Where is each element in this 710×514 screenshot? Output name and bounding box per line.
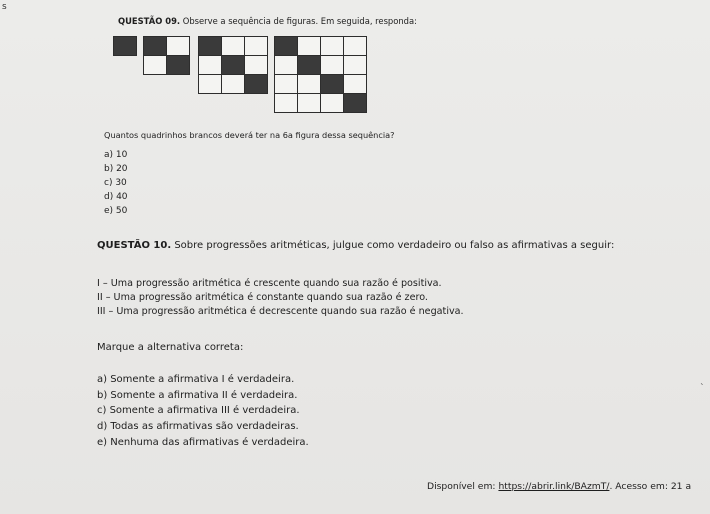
white-square [222, 75, 244, 93]
citation-suffix: . Acesso em: 21 a [609, 481, 692, 492]
figure-3 [198, 36, 268, 94]
white-square [144, 56, 166, 74]
white-square [222, 37, 244, 55]
white-square [344, 75, 366, 93]
white-square [344, 56, 366, 74]
white-square [245, 56, 267, 74]
dark-square [245, 75, 267, 93]
q10-option-e: e) Nenhuma das afirmativas é verdadeira. [97, 437, 309, 448]
white-square [199, 75, 221, 93]
q9-option-a: a) 10 [104, 150, 128, 160]
question-9-label: QUESTÃO 09. [118, 16, 181, 26]
question-10-text: Sobre progressões aritméticas, julgue como verdadeiro ou falso as afirmativas a seguir: [171, 240, 615, 251]
source-citation [427, 481, 691, 492]
dark-square [298, 56, 320, 74]
dark-square [321, 75, 343, 93]
statement-1: I – Uma progressão aritmética é crescente quando sua razão é positiva. [97, 278, 442, 289]
white-square [298, 94, 320, 112]
white-square [344, 37, 366, 55]
corner-mark: s [2, 2, 7, 12]
question-9-text: Observe a sequência de figuras. Em seguida, responda: [180, 16, 417, 26]
white-square [321, 56, 343, 74]
white-square [245, 37, 267, 55]
q9-option-b: b) 20 [104, 164, 128, 174]
white-square [298, 75, 320, 93]
dark-square [167, 56, 189, 74]
figure-2 [143, 36, 190, 75]
edge-mark: ˎ [700, 376, 705, 386]
dark-square [199, 37, 221, 55]
q10-option-b: b) Somente a afirmativa II é verdadeira. [97, 390, 298, 401]
white-square [275, 75, 297, 93]
figure-4 [274, 36, 367, 113]
figure-1 [113, 36, 137, 56]
dark-square [344, 94, 366, 112]
dark-square [114, 37, 136, 55]
white-square [321, 37, 343, 55]
statement-2: II – Uma progressão aritmética é constante quando sua razão é zero. [97, 292, 428, 303]
question-9-prompt: Quantos quadrinhos brancos deverá ter na 6a figura dessa sequência? [104, 130, 395, 140]
question-9-heading [118, 16, 417, 26]
white-square [167, 37, 189, 55]
q10-option-c: c) Somente a afirmativa III é verdadeira. [97, 405, 300, 416]
citation-link[interactable]: https://abrir.link/BAzmT/ [498, 481, 610, 492]
white-square [275, 56, 297, 74]
white-square [275, 94, 297, 112]
q9-option-e: e) 50 [104, 206, 128, 216]
dark-square [275, 37, 297, 55]
q10-option-a: a) Somente a afirmativa I é verdadeira. [97, 374, 295, 385]
q9-option-d: d) 40 [104, 192, 128, 202]
white-square [321, 94, 343, 112]
question-10-heading [97, 240, 614, 251]
citation-prefix: Disponível em: [427, 481, 499, 492]
statement-3: III – Uma progressão aritmética é decrescente quando sua razão é negativa. [97, 306, 464, 317]
q9-option-c: c) 30 [104, 178, 127, 188]
dark-square [222, 56, 244, 74]
dark-square [144, 37, 166, 55]
instruction-text: Marque a alternativa correta: [97, 342, 244, 353]
q10-option-d: d) Todas as afirmativas são verdadeiras. [97, 421, 299, 432]
question-10-label: QUESTÃO 10. [97, 240, 172, 251]
white-square [199, 56, 221, 74]
white-square [298, 37, 320, 55]
